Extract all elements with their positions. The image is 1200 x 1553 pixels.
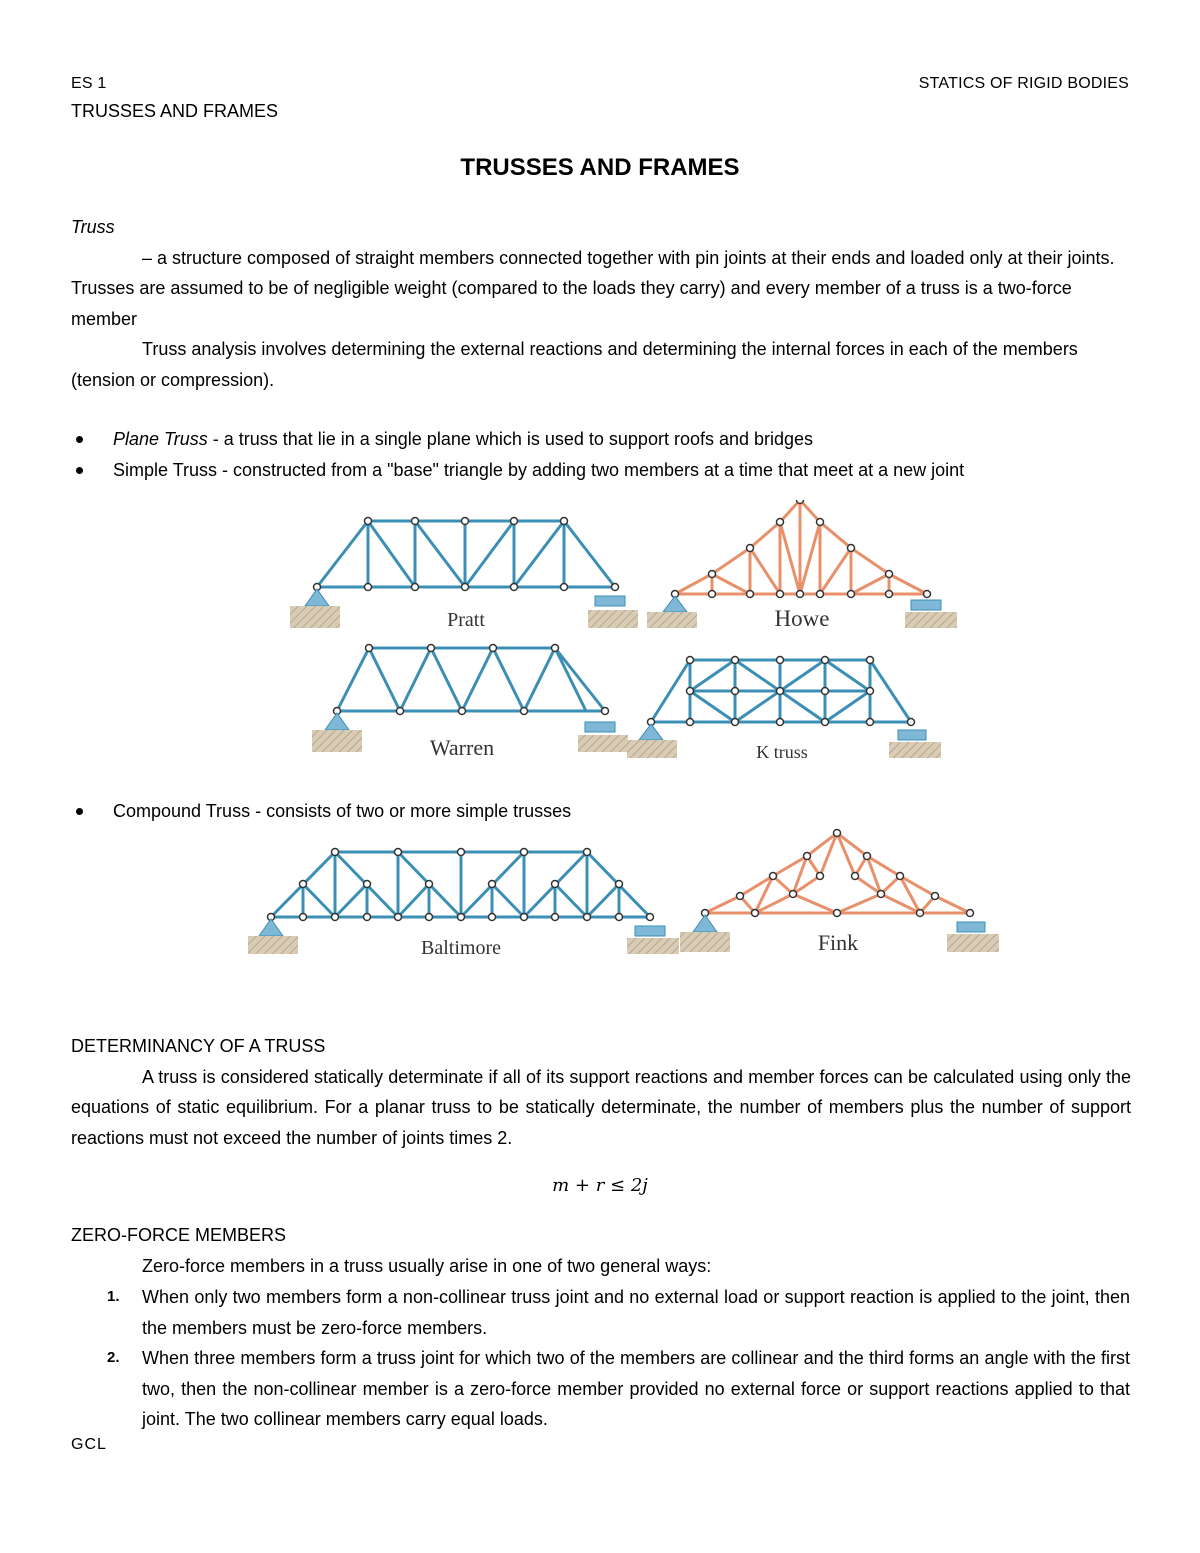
bullet-text: - consists of two or more simple trusses xyxy=(250,801,572,821)
zero-force-item-2 xyxy=(107,1343,1130,1435)
bullet-dot xyxy=(76,467,83,474)
bullet-dot xyxy=(76,808,83,815)
truss-term: Truss xyxy=(71,217,115,237)
truss-definition-text: – a structure composed of straight members connected together with pin joints at their ends and loaded only at their joints. Trusses are assumed to be of negligible weight (compared to the loads they carry) and every member of a truss is a two-force member xyxy=(71,247,1115,329)
zero-force-intro: Zero-force members in a truss usually arise in one of two general ways: xyxy=(142,1255,712,1276)
label-pratt: Pratt xyxy=(447,609,485,631)
zero-force-section xyxy=(71,1220,1131,1281)
label-baltimore: Baltimore xyxy=(421,937,501,959)
header-course: ES 1 xyxy=(71,75,107,92)
bullet-compound-truss xyxy=(113,796,1143,826)
bullet-text: - a truss that lie in a single plane which is used to support roofs and bridges xyxy=(207,429,814,449)
compound-truss-figure xyxy=(245,828,1005,968)
baltimore-truss-diagram xyxy=(271,852,650,917)
label-howe: Howe xyxy=(774,606,830,631)
determinancy-body: A truss is considered statically determinate if all of its support reactions and member forces can be calculated using only the equations of static equilibrium. For a planar truss to be statically determinate, the number of members plus the number of support reactions must not exceed the number of joints times 2. xyxy=(71,1066,1131,1148)
bullet-simple-truss xyxy=(113,455,1143,485)
bullet-dot xyxy=(76,436,83,443)
bullet-term: Simple Truss xyxy=(113,460,218,480)
header-subject: STATICS OF RIGID BODIES xyxy=(918,75,1129,92)
zero-force-item-1 xyxy=(107,1282,1130,1343)
truss-definition xyxy=(71,212,1131,395)
item-text: When only two members form a non-collinear truss joint and no external load or support reaction is applied to the joint, then the members must be zero-force members. xyxy=(142,1287,1130,1338)
determinancy-section xyxy=(71,1031,1131,1153)
warren-truss-diagram xyxy=(337,648,605,711)
pratt-truss-diagram xyxy=(317,521,615,587)
bullet-plane-truss xyxy=(113,424,1143,454)
zero-force-heading: ZERO-FORCE MEMBERS xyxy=(71,1225,287,1245)
label-k-truss: K truss xyxy=(756,742,808,762)
bullet-term: Compound Truss xyxy=(113,801,251,821)
page-title: TRUSSES AND FRAMES xyxy=(460,154,740,181)
item-number: 1. xyxy=(107,1288,120,1305)
determinancy-equation: m + r ≤ 2j xyxy=(552,1175,648,1196)
truss-types-figure xyxy=(285,500,965,772)
bullet-term: Plane Truss xyxy=(113,429,208,449)
fink-joints xyxy=(702,830,974,917)
label-fink: Fink xyxy=(817,930,859,955)
header-topic: TRUSSES AND FRAMES xyxy=(71,101,279,121)
item-text: When three members form a truss joint for which two of the members are collinear and the third forms an angle with the first two, then the non-collinear member is a zero-force member provided no external force or support reactions applied to that joint. The two collinear members carry equal loads. xyxy=(142,1348,1130,1429)
howe-truss-diagram xyxy=(675,500,927,594)
item-number: 2. xyxy=(107,1349,120,1366)
bullet-text: - constructed from a "base" triangle by adding two members at a time that meet at a new joint xyxy=(217,460,965,480)
determinancy-heading: DETERMINANCY OF A TRUSS xyxy=(71,1036,326,1056)
fink-truss-diagram xyxy=(705,833,970,913)
truss-analysis-text: Truss analysis involves determining the external reactions and determining the internal forces in each of the members (tension or compression). xyxy=(71,339,1078,390)
footer-initials: GCL xyxy=(71,1436,107,1453)
label-warren: Warren xyxy=(429,735,495,760)
warren-joints xyxy=(334,645,609,715)
